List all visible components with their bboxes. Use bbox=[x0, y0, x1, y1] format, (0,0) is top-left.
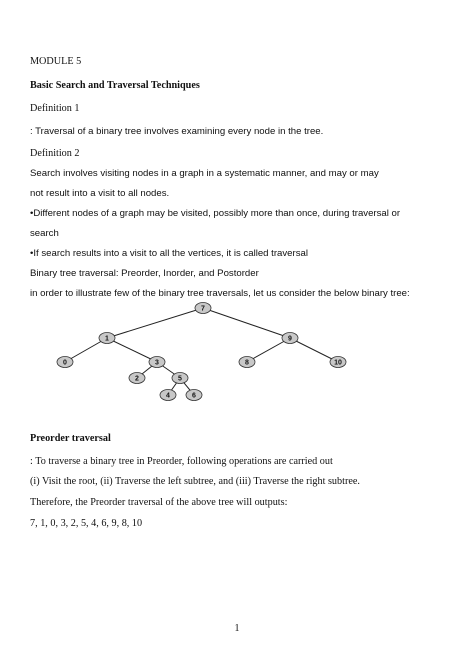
bullet-1-line2: search bbox=[30, 228, 59, 239]
tree-node-2 bbox=[129, 373, 145, 384]
tree-node-8 bbox=[239, 357, 255, 368]
tree-node-label: 1 bbox=[105, 335, 109, 343]
tree-node-5 bbox=[172, 373, 188, 384]
definition2-label: Definition 2 bbox=[30, 148, 80, 159]
definition1-text: : Traversal of a binary tree involves examining every node in the tree. bbox=[30, 126, 324, 137]
tree-edge-1-3 bbox=[105, 335, 157, 362]
definition1-label: Definition 1 bbox=[30, 103, 80, 114]
module-title: MODULE 5 bbox=[30, 56, 82, 67]
section-heading: Basic Search and Traversal Techniques bbox=[30, 80, 200, 91]
definition2-text-line2: not result into a visit to all nodes. bbox=[30, 188, 170, 199]
binary-tree-diagram bbox=[40, 296, 370, 406]
preorder-line2: (i) Visit the root, (ii) Traverse the left subtree, and (iii) Traverse the right subtree. bbox=[30, 476, 360, 487]
tree-node-0 bbox=[57, 357, 73, 368]
bullet-2: •If search results into a visit to all the vertices, it is called traversal bbox=[30, 248, 308, 259]
bullet-1-line1: •Different nodes of a graph may be visited, possibly more than once, during traversal or bbox=[30, 208, 401, 219]
tree-node-3 bbox=[149, 357, 165, 368]
tree-node-label: 6 bbox=[192, 392, 196, 400]
binary-tree-traversal-text: Binary tree traversal: Preorder, Inorder, and Postorder bbox=[30, 268, 259, 279]
tree-node-6 bbox=[186, 390, 202, 401]
tree-node-label: 8 bbox=[245, 359, 249, 367]
tree-edge-9-10 bbox=[288, 335, 338, 362]
tree-node-label: 7 bbox=[201, 305, 205, 313]
tree-node-label: 0 bbox=[63, 359, 67, 367]
definition2-text-line1: Search involves visiting nodes in a graph in a systematic manner, and may or may bbox=[30, 168, 379, 179]
tree-node-label: 5 bbox=[178, 375, 182, 383]
tree-node-label: 3 bbox=[155, 359, 159, 367]
intro-text: in order to illustrate few of the binary tree traversals, let us consider the below binary tree: bbox=[30, 288, 410, 299]
tree-node-7 bbox=[195, 303, 211, 314]
tree-node-label: 4 bbox=[166, 392, 170, 400]
preorder-heading: Preorder traversal bbox=[30, 433, 111, 444]
preorder-line1: : To traverse a binary tree in Preorder, following operations are carried out bbox=[30, 456, 333, 467]
tree-node-4 bbox=[160, 390, 176, 401]
tree-node-label: 9 bbox=[288, 335, 292, 343]
preorder-line3: Therefore, the Preorder traversal of the above tree will outputs: bbox=[30, 497, 288, 508]
tree-edge-7-9 bbox=[201, 305, 290, 338]
tree-node-label: 2 bbox=[135, 375, 139, 383]
tree-node-10 bbox=[330, 357, 346, 368]
page-number: 1 bbox=[234, 623, 240, 634]
tree-node-9 bbox=[282, 333, 298, 344]
preorder-result: 7, 1, 0, 3, 2, 5, 4, 6, 9, 8, 10 bbox=[30, 518, 143, 529]
tree-edge-7-1 bbox=[107, 305, 205, 338]
tree-node-label: 10 bbox=[334, 359, 342, 367]
tree-node-1 bbox=[99, 333, 115, 344]
